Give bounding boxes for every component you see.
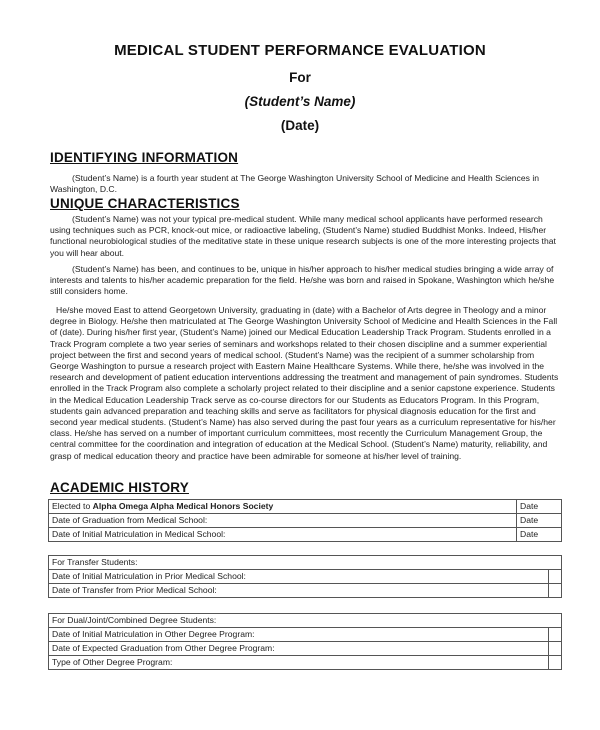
table-row — [49, 584, 562, 598]
table-row — [49, 556, 562, 570]
other-matriculation-field[interactable] — [548, 628, 561, 642]
transfer-date-label: Date of Transfer from Prior Medical School: — [49, 584, 549, 598]
identifying-paragraph: (Student’s Name) is a fourth year student at The George Washington University School of Medicine and Health Sciences in Washington, D.C. — [50, 173, 540, 195]
other-matriculation-label: Date of Initial Matriculation in Other Degree Program: — [49, 628, 549, 642]
graduation-date-field[interactable]: Date — [517, 514, 562, 528]
table-row — [49, 614, 562, 628]
table-row — [49, 570, 562, 584]
aoa-cell — [49, 500, 517, 514]
date-placeholder: (Date) — [280, 118, 320, 133]
table-row — [49, 656, 562, 670]
expected-graduation-field[interactable] — [548, 642, 561, 656]
prior-matriculation-field[interactable] — [548, 570, 561, 584]
table-row — [49, 500, 562, 514]
academic-table-honors — [48, 499, 562, 542]
academic-table-transfer — [48, 555, 562, 598]
academic-history-heading: ACADEMIC HISTORY — [50, 480, 189, 495]
unique-paragraph-1: (Student’s Name) was not your typical pre-medical student. While many medical school applicants have performed research using techniques such as PCR, knock-out mice, or radioactive labeling, (Student’s Name) studied Buddhist Monks. Indeed, His/her functional neurobiological studies of the meditative state in these unique research subjects is one of the more interesting projects that you will hear about. — [50, 214, 556, 258]
academic-table-dual-degree — [48, 613, 562, 670]
matriculation-date-field[interactable]: Date — [517, 528, 562, 542]
document-title: MEDICAL STUDENT PERFORMANCE EVALUATION — [114, 42, 486, 59]
prior-matriculation-label: Date of Initial Matriculation in Prior Medical School: — [49, 570, 549, 584]
table-row — [49, 628, 562, 642]
identifying-information-heading: IDENTIFYING INFORMATION — [50, 150, 239, 165]
unique-characteristics-heading: UNIQUE CHARACTERISTICS — [50, 196, 240, 211]
aoa-date-field[interactable]: Date — [517, 500, 562, 514]
expected-graduation-label: Date of Expected Graduation from Other Degree Program: — [49, 642, 549, 656]
aoa-prefix: Elected to — [52, 501, 93, 511]
table-row — [49, 528, 562, 542]
transfer-students-label: For Transfer Students: — [49, 556, 562, 570]
other-degree-type-field[interactable] — [548, 656, 561, 670]
student-name-placeholder: (Student’s Name) — [244, 94, 356, 109]
aoa-society-name: Alpha Omega Alpha Medical Honors Society — [92, 501, 274, 511]
table-row — [49, 514, 562, 528]
dual-degree-label: For Dual/Joint/Combined Degree Students: — [49, 614, 562, 628]
other-degree-type-label: Type of Other Degree Program: — [49, 656, 549, 670]
for-label: For — [289, 70, 311, 85]
graduation-date-label: Date of Graduation from Medical School: — [49, 514, 517, 528]
transfer-date-field[interactable] — [548, 584, 561, 598]
unique-paragraph-3: He/she moved East to attend Georgetown University, graduating in (date) with a Bachelor of Arts degree in Theology and a minor degree in Biology. He/she then matriculated at The George Washington University School of Medicine and Health Sciences in the Fall of (date). During his/her first year, (Student’s Name) joined our Medical Education Leadership Track Program. Students enrolled in a Track Program complete a two year series of seminars and workshops related to their chosen discipline and a summer experiential project between the first and second years of medical school. (Student’s Name) was the recipient of a summer scholarship from George Washington to pursue a research project with Eastern Maine Healthcare Systems. While there, he/she was involved in the research and development of patient education interventions addressing the treatment and management of pain syndromes. Students enrolled in the Track Program also complete a scholarly project related to their discipline and a senior capstone experience. Students in the Medical Education Leadership Track serve as co-course directors for our Students as Educators Program. In this Program, students gain advanced preparation and teaching skills and serve as facilitators for physical diagnosis education for the first and second year medical students. (Student’s Name) has also served during the past four years as a curriculum representative for his/her class. He/she has served on a number of important curriculum committees, most recently the Curriculum Management Group, the central committee for the coordination and integration of education at the Medical School. (Student’s Name) maturity, reliability, and grasp of medical education theory and practice have been admirable for someone at his/her level of training. — [50, 305, 559, 461]
unique-paragraph-2: (Student’s Name) has been, and continues to be, unique in his/her approach to his/her medical studies bringing a wide array of interests and talents to his/her academic preparation for the field. He/she was born and raised in Spokane, Washington which he/she still considers home. — [50, 264, 555, 297]
table-row — [49, 642, 562, 656]
matriculation-date-label: Date of Initial Matriculation in Medical School: — [49, 528, 517, 542]
